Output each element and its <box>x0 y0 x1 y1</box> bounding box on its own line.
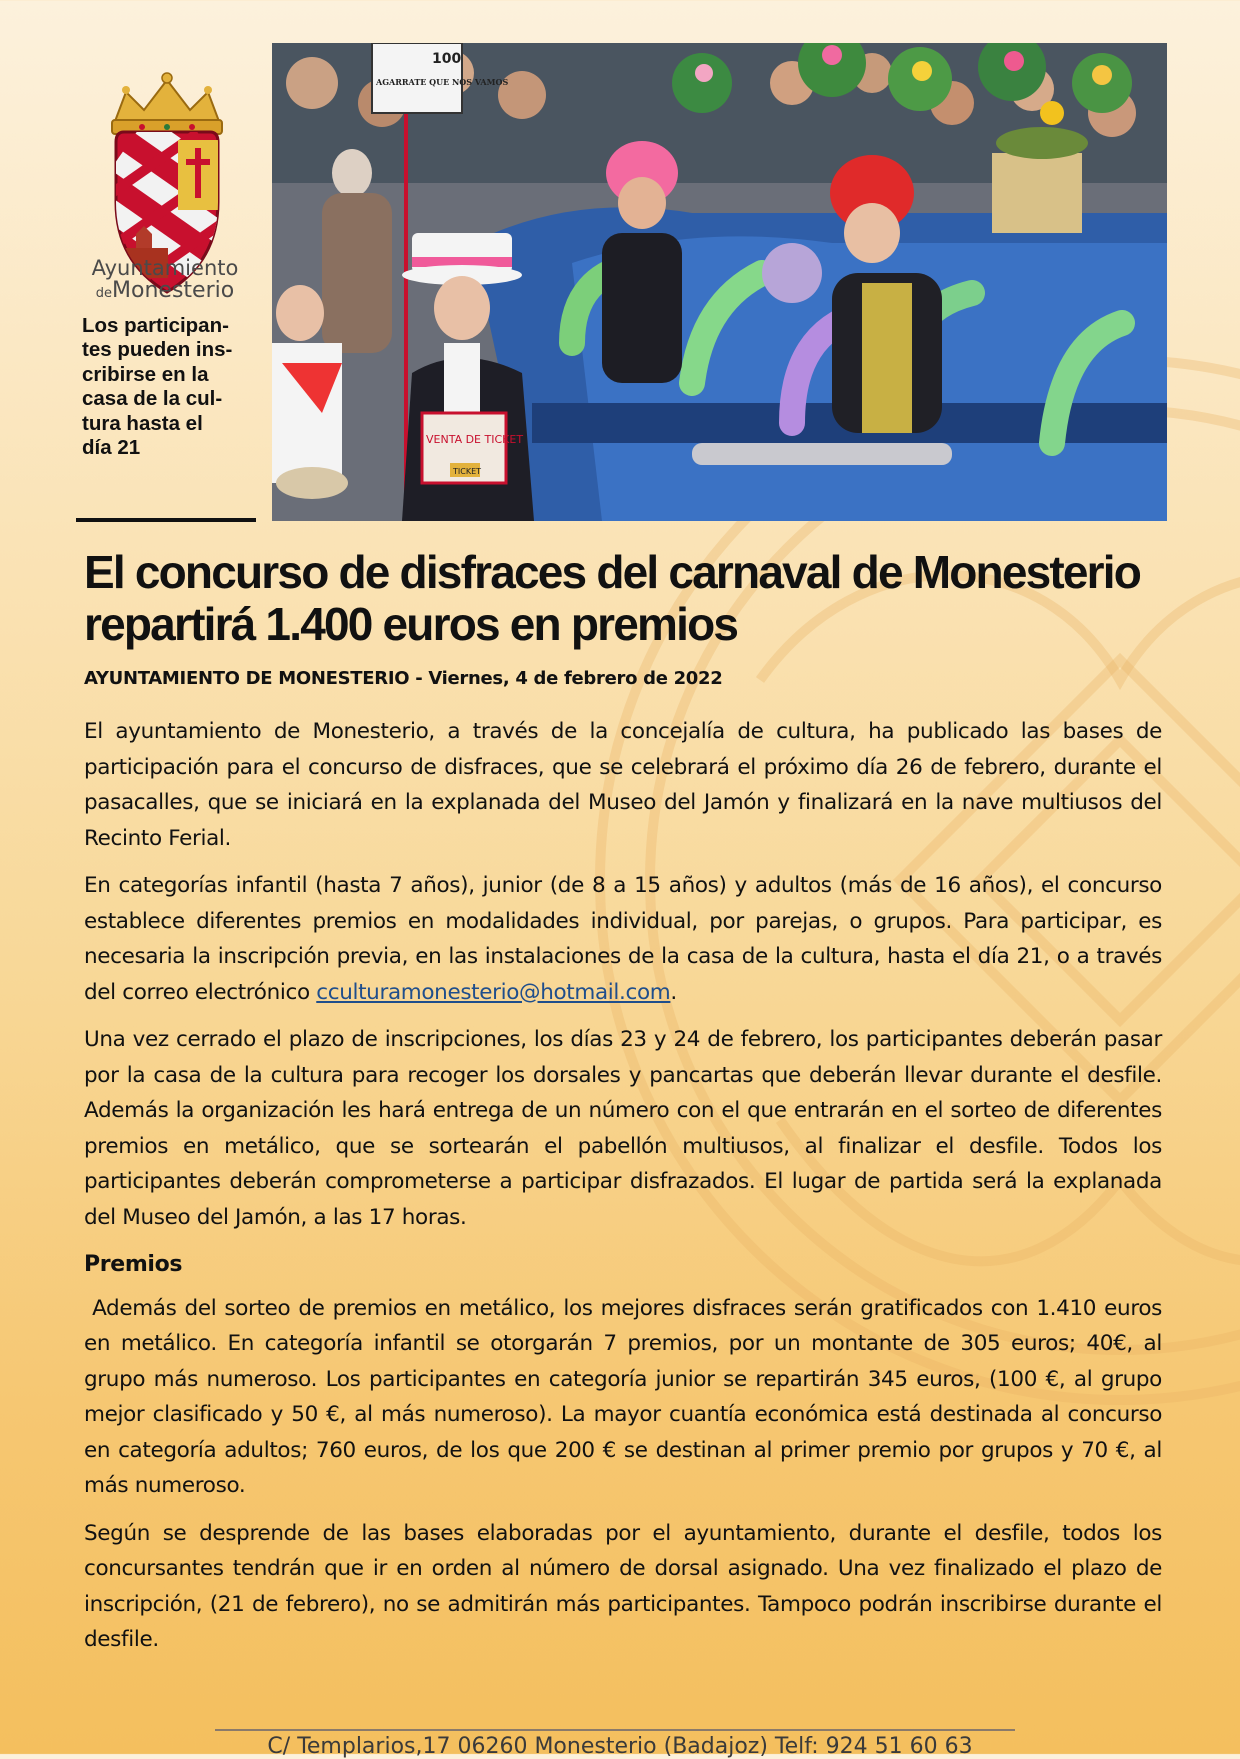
ticket-label: TICKET <box>453 467 482 476</box>
premios-paragraph-1: Además del sorteo de premios en metálico, los mejores disfraces serán gratificados con 1.410 euros en metálico. En categoría infantil se otorgarán 7 premios, por un montante de 305 euros; 40€, al grupo más numeroso. Los participantes en categoría junior se repartirán 345 euros, (100 €, al grupo mejor clasificado y 50 €, al más numeroso). La mayor cuantía económica está destinada al concurso en categoría adultos; 760 euros, de los que 200 € se destinan al primer premio por grupos y 70 €, al más numeroso. <box>84 1295 1169 1498</box>
ticket-box-text: VENTA DE TICKET <box>426 433 524 446</box>
article-headline: El concurso de disfraces del carnaval de Monesterio repartirá 1.400 euros en premios <box>84 546 1141 650</box>
sidebar-note: Los participan- tes pueden ins- cribirse en la casa de la cul- tura hasta el día 21 <box>82 314 233 460</box>
paragraph-2: En categorías infantil (hasta 7 años), junior (de 8 a 15 años) y adultos (más de 16 años), el concurso establece diferentes premios en modalidades individual, por parejas, o grupos. Para participar, es necesaria la inscripción previa, en las instalaciones de la casa de la cultura, hasta el día 21, o a través del correo electrónico cculturamonesterio@hotmail.com. <box>84 873 1162 1005</box>
paragraph-1: El ayuntamiento de Monesterio, a través de la concejalía de cultura, ha publicado las bases de participación para el concurso de disfraces, que se celebrará el próximo día 26 de febrero, durante el pasacalles, que se iniciará en la explanada del Museo del Jamón y finalizará en la nave multiusos del Recinto Ferial. <box>84 719 1162 851</box>
email-link[interactable]: cculturamonesterio@hotmail.com <box>316 979 671 1005</box>
sign-number: 100 <box>432 51 462 67</box>
footer-divider <box>215 1729 1015 1731</box>
article-body <box>84 714 1169 1670</box>
premios-paragraph-2: Según se desprende de las bases elaboradas por el ayuntamiento, durante el desfile, todos los concursantes tendrán que ir en orden al número de dorsal asignado. Una vez finalizado el plazo de inscripción, (21 de febrero), no se admitirán más participantes. Tampoco podrán inscribirse durante el desfile. <box>84 1520 1162 1652</box>
municipality-name <box>80 258 250 302</box>
logo-line-ayuntamiento: Ayuntamiento <box>91 256 239 280</box>
premios-heading: Premios <box>84 1252 183 1277</box>
paragraph-3: Una vez cerrado el plazo de inscripciones, los días 23 y 24 de febrero, los participantes deberán pasar por la casa de la cultura para recoger los dorsales y pancartas que deberán llevar durante el desfile. Además la organización les hará entrega de un número con el que entrarán en el sorteo de diferentes premios en metálico, que se sortearán el pabellón multiusos, al finalizar el desfile. Todos los participantes deberán comprometerse a participar disfrazados. El lugar de partida será la explanada del Museo del Jamón, a las 17 horas. <box>84 1027 1162 1230</box>
sidebar-divider <box>76 518 256 522</box>
footer-address: C/ Templarios,17 06260 Monesterio (Badajoz) Telf: 924 51 60 63 <box>267 1734 973 1759</box>
logo-line-monesterio: deMonesterio <box>95 278 235 303</box>
carnival-parade-photo <box>272 43 1167 521</box>
article-byline: AYUNTAMIENTO DE MONESTERIO - Viernes, 4 de febrero de 2022 <box>84 668 723 689</box>
sign-text: AGARRATE QUE NOS VAMOS <box>376 77 509 87</box>
